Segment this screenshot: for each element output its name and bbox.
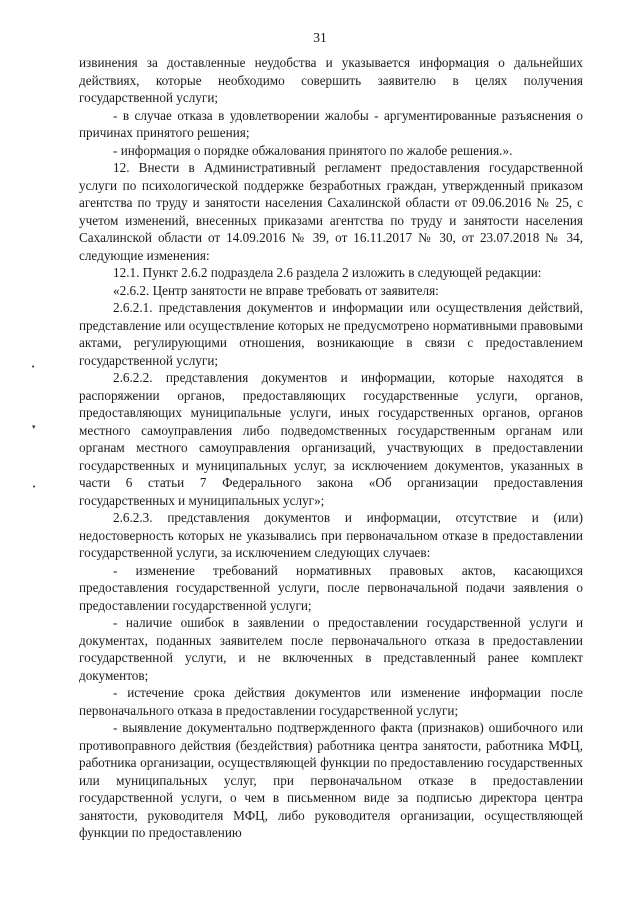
paragraph: 12. Внести в Административный регламент предоставления государственной услуги по психологической поддержке безработных граждан, утвержденный приказом агентства по труду и занятости населения Сахалинской области от 09.06.2016 № 25, с учетом изменений, внесенных приказами агентства по труду и занятости населения Сахалинской области от 14.09.2016 № 39, от 16.11.2017 № 30, от 23.07.2018 № 34, следующие изменения: [79, 160, 583, 263]
paragraph: 2.6.2.3. представления документов и информации, отсутствие и (или) недостоверность которых не указывались при первоначальном отказе в предоставлении государственной услуги, за исключением следующих случаев: [79, 510, 583, 560]
paragraph: 12.1. Пункт 2.6.2 подраздела 2.6 раздела 2 изложить в следующей редакции: [113, 265, 542, 280]
page-number: 31 [313, 30, 327, 45]
paragraph: - выявление документально подтвержденного факта (признаков) ошибочного или противоправного действия (бездействия) работника центра занятости, работника МФЦ, работника организации, осуществляющей функции по предоставлению государственных или муниципальных услуг, при первоначальном отказе в предоставлении государственной услуги, о чем в письменном виде за подписью директора центра занятости, руководителя МФЦ, либо руководителя организации, осуществляющей функции по предоставлению [79, 720, 583, 840]
paragraph: 2.6.2.1. представления документов и информации или осуществления действий, представление или осуществление которых не предусмотрено нормативными правовыми актами, регулирующими отношения, возникающие в связи с предоставлением государственной услуги; [79, 300, 583, 368]
paragraph: - изменение требований нормативных правовых актов, касающихся предоставления государственной услуги, после первоначальной подачи заявления о предоставлении государственной услуги; [79, 562, 583, 613]
document-body [79, 54, 583, 842]
scan-mark: • [32, 483, 37, 491]
paragraph: 2.6.2.2. представления документов и информации, которые находятся в распоряжении органов, предоставляющих государственные услуги, органов, предоставляющих муниципальные услуги, иных государственных органов, органов местного самоуправления либо подведомственных государственным органам или органам местного самоуправления организаций, участвующих в предоставлении государственных и муниципальных услуг, за исключением документов, указанных в части 6 статьи 7 Федерального закона «Об организации предоставления государственных и муниципальных услуг»; [79, 370, 583, 508]
paragraph: - наличие ошибок в заявлении о предоставлении государственной услуги и документах, поданных заявителем после первоначального отказа в предоставлении государственной услуги, и не включенных в представленный ранее комплект документов; [79, 615, 583, 683]
paragraph: извинения за доставленные неудобства и указывается информация о дальнейших действиях, которые необходимо совершить заявителю в целях получения государственной услуги; [79, 55, 583, 105]
scan-mark: • [31, 363, 36, 371]
paragraph: - информация о порядке обжалования принятого по жалобе решения.». [113, 142, 513, 158]
paragraph: «2.6.2. Центр занятости не вправе требовать от заявителя: [113, 282, 439, 298]
paragraph: - истечение срока действия документов или изменение информации после первоначального отказа в предоставлении государственной услуги; [79, 685, 583, 718]
paragraph: - в случае отказа в удовлетворении жалобы - аргументированные разъяснения о причинах принятого решения; [79, 107, 583, 140]
scan-mark: ▾ [32, 423, 36, 431]
